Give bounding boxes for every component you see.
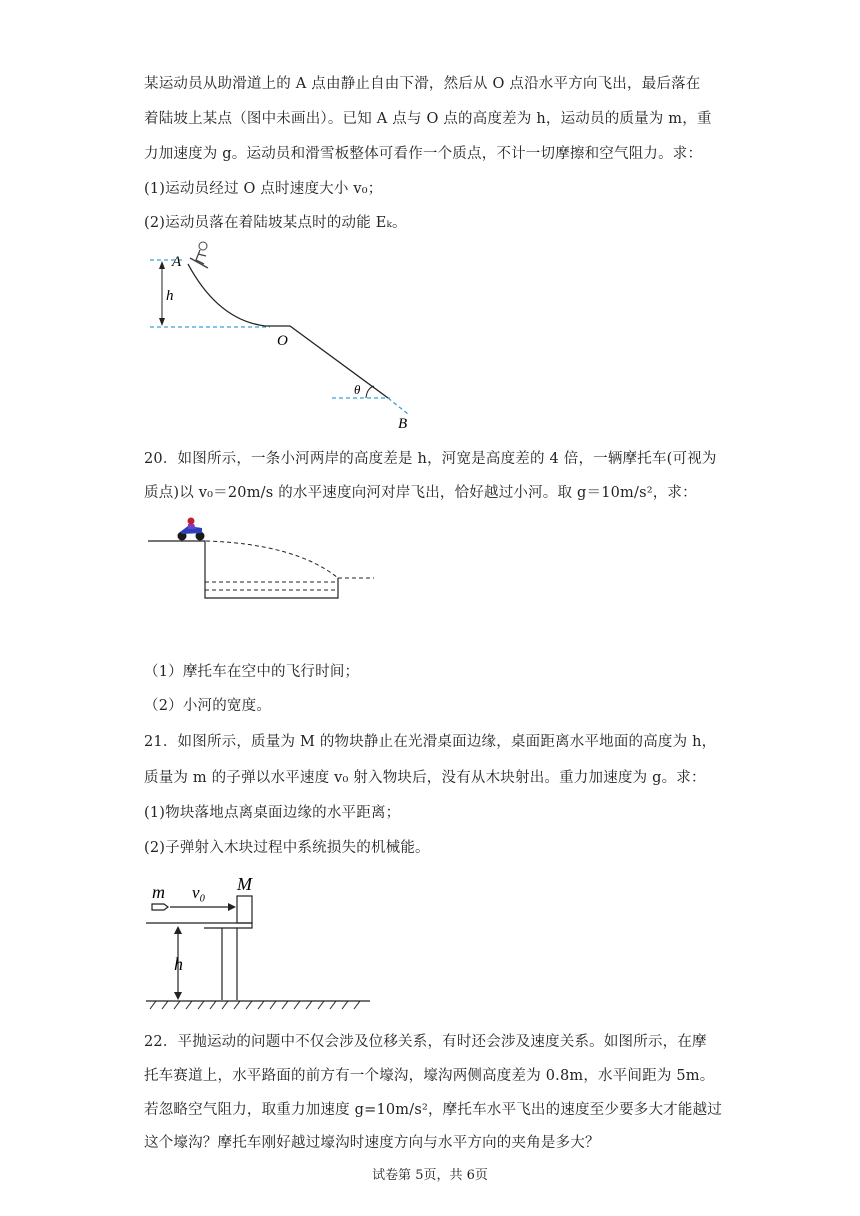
river-banks bbox=[148, 541, 338, 598]
q19-line-1: 某运动员从助滑道上的 A 点由静止自由下滑，然后从 O 点沿水平方向飞出，最后落在 bbox=[144, 76, 701, 92]
trajectory-dashed-curve bbox=[206, 541, 338, 578]
page-footer: 试卷第 5页，共 6页 bbox=[372, 1168, 488, 1183]
label-a: A bbox=[172, 254, 182, 270]
bullet-icon bbox=[152, 904, 168, 910]
q22-line-4: 这个壕沟？摩托车刚好越过壕沟时速度方向与水平方向的夹角是多大？ bbox=[144, 1135, 600, 1151]
arrow-down-icon bbox=[174, 992, 182, 1000]
q20-line-2: 质点)以 v₀＝20m/s 的水平速度向河对岸飞出，恰好越过小河。取 g＝10m/s²，求： bbox=[144, 485, 697, 501]
ramp-slope-path bbox=[188, 264, 388, 398]
q20-sub-1: （1）摩托车在空中的飞行时间； bbox=[144, 664, 360, 680]
table-outline bbox=[202, 923, 252, 1000]
arrow-right-icon bbox=[228, 903, 236, 911]
label-o: O bbox=[277, 333, 288, 349]
bullet-block-figure bbox=[144, 870, 374, 1010]
label-v0: v₀ bbox=[192, 883, 206, 902]
q19-line-3: 力加速度为 g。运动员和滑雪板整体可看作一个质点，不计一切摩擦和空气阻力。求： bbox=[144, 146, 703, 162]
arrow-down-icon bbox=[159, 318, 165, 326]
label-m: m bbox=[152, 882, 165, 902]
q20-line-1: 20．如图所示，一条小河两岸的高度差是 h，河宽是高度差的 4 倍，一辆摩托车(可视为 bbox=[144, 451, 717, 467]
q22-line-1: 22．平抛运动的问题中不仅会涉及位移关系，有时还会涉及速度关系。如图所示，在摩 bbox=[144, 1034, 707, 1050]
block-m bbox=[237, 896, 252, 923]
label-big-m: M bbox=[237, 874, 252, 894]
q19-sub-2: (2)运动员落在着陆坡某点时的动能 Eₖ。 bbox=[144, 215, 407, 231]
q20-sub-2: （2）小河的宽度。 bbox=[144, 698, 272, 714]
q21-sub-2: (2)子弹射入木块过程中系统损失的机械能。 bbox=[144, 840, 430, 856]
river-jump-figure bbox=[146, 514, 386, 606]
arrow-up-icon bbox=[159, 261, 165, 269]
label-theta: θ bbox=[354, 382, 361, 397]
arrow-up-icon bbox=[174, 926, 182, 934]
q19-line-2: 着陆坡上某点（图中未画出）。已知 A 点与 O 点的高度差为 h，运动员的质量为 m，重 bbox=[144, 111, 712, 127]
ski-jump-figure bbox=[140, 238, 430, 434]
q22-line-3: 若忽略空气阻力，取重力加速度 g=10m/s²，摩托车水平飞出的速度至少要多大才能越过 bbox=[144, 1102, 722, 1118]
slope-extension-dashed-line bbox=[388, 398, 408, 414]
label-b: B bbox=[398, 416, 408, 432]
motorcycle-icon bbox=[178, 518, 205, 541]
q22-line-2: 托车赛道上，水平路面的前方有一个壕沟，壕沟两侧高度差为 0.8m，水平间距为 5m。 bbox=[144, 1068, 715, 1084]
label-h: h bbox=[174, 954, 183, 974]
ground-hatch bbox=[150, 1001, 360, 1009]
q21-line-1: 21．如图所示，质量为 M 的物块静止在光滑桌面边缘，桌面距离水平地面的高度为 h， bbox=[144, 734, 717, 750]
theta-arc bbox=[366, 386, 374, 398]
skier-icon bbox=[190, 242, 208, 268]
label-h: h bbox=[166, 288, 174, 304]
q19-sub-1: (1)运动员经过 O 点时速度大小 v₀； bbox=[144, 181, 383, 197]
q21-line-2: 质量为 m 的子弹以水平速度 v₀ 射入物块后，没有从木块射出。重力加速度为 g。求： bbox=[144, 770, 706, 786]
q21-sub-1: (1)物块落地点离桌面边缘的水平距离； bbox=[144, 805, 401, 821]
